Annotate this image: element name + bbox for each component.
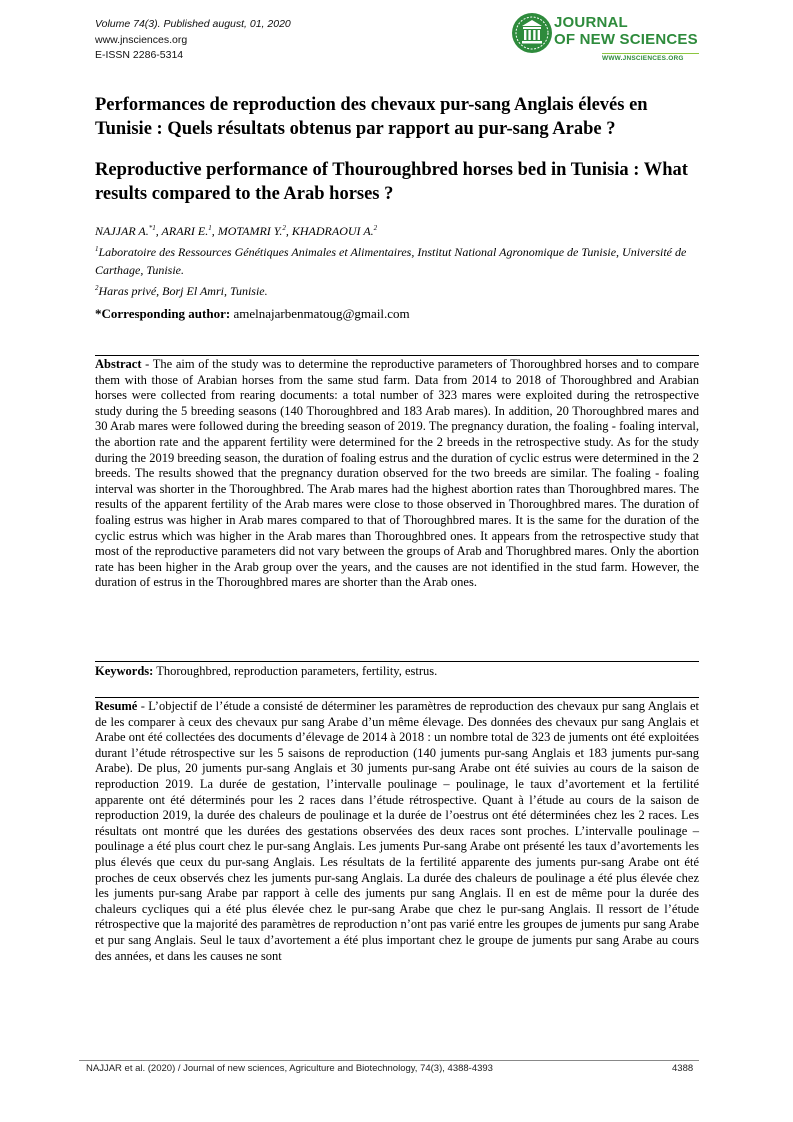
affiliation-text: Haras privé, Borj El Amri, Tunisie. bbox=[98, 284, 268, 298]
author-name: , ARARI E. bbox=[155, 224, 209, 238]
logo-divider bbox=[602, 53, 699, 54]
title-french: Performances de reproduction des chevaux pur-sang Anglais élevés en Tunisie : Quels résultats obtenus par rapport au pur-sang Arabe ? bbox=[95, 95, 648, 139]
author-list bbox=[95, 219, 705, 240]
author-name: NAJJAR A. bbox=[95, 224, 149, 238]
logo-url: WWW.JNSCIENCES.ORG bbox=[602, 55, 684, 62]
resume-label: Resumé bbox=[95, 699, 138, 713]
corresponding-email[interactable]: amelnajarbenmatoug@gmail.com bbox=[230, 306, 410, 321]
abstract-bottom-rule bbox=[95, 661, 699, 662]
website-link[interactable]: www.jnsciences.org bbox=[95, 33, 188, 46]
author-name: , KHADRAOUI A. bbox=[285, 224, 374, 238]
author-sup: 2 bbox=[373, 224, 378, 232]
keywords-text: Thoroughbred, reproduction parameters, fertility, estrus. bbox=[153, 664, 438, 678]
affiliation-text: Laboratoire des Ressources Génétiques Animales et Alimentaires, Institut National Agronomique de Tunisie, Université de Carthage, Tunisie. bbox=[95, 245, 687, 277]
eissn-line: E-ISSN 2286-5314 bbox=[95, 49, 184, 61]
affiliation-2 bbox=[95, 279, 705, 300]
affiliation-sup: 1 bbox=[95, 245, 99, 253]
journal-meta bbox=[95, 17, 291, 64]
author-sup: *1 bbox=[148, 224, 156, 232]
footer-citation: NAJJAR et al. (2020) / Journal of new sciences, Agriculture and Biotechnology, 74(3), 4388-4393 bbox=[86, 1063, 493, 1074]
author-name: , MOTAMRI Y. bbox=[211, 224, 283, 238]
author-sup: 2 bbox=[282, 224, 286, 232]
authors-block bbox=[95, 219, 705, 300]
title-english: Reproductive performance of Thouroughbred horses bed in Tunisia : What results compared to the Arab horses ? bbox=[95, 160, 688, 204]
affiliation-sup: 2 bbox=[95, 284, 99, 292]
volume-line: Volume 74(3). Published august, 01, 2020 bbox=[95, 18, 291, 30]
resume-text: - L’objectif de l’étude a consisté de déterminer les paramètres de reproduction des chevaux pur sang Anglais et de les comparer à ceux des chevaux pur sang Arabe d’un même élevage. Des données des chevaux pur sang Anglais et Arabe ont été collectées des documents d’élevage de 2014 à 2018 : un nombre total de 323 de juments ont été exploitées durant l’étude rétrospective sur les 5 saisons de reproduction (140 juments pur-sang Anglais et 183 juments pur-sang Arabe). De plus, 20 juments pur-sang Anglais et 30 juments pur-sang Arabe ont été suivies au cours de la saison de reproduction 2019. La durée de gestation, l’intervalle poulinage – poulinage, le taux d’avortement et la fertilité apparente ont été déterminés pour les 2 races dans l’étude rétrospective. Quant à l’étude au cours de la saison de reproduction 2019, la durée des chaleurs de poulinage et la durée de l’oestrus ont été déterminées chez les 2 races. Les résultats ont montré que les durées des gestations observées des deux races sont proches. L’intervalle poulinage – poulinage a été plus court chez le pur-sang Anglais. Les juments Pur-sang Arabe ont présenté les taux d’avortements les plus élevés que ceux du pur-sang Anglais. Les résultats de la fertilité apparente des juments pur-sang Arabe ont été proches de ceux observés chez les juments pur-sang Anglais. La durée des chaleurs de poulinage a été plus élevée chez les juments pur-sang Arabe par rapport à celle des juments pur sang Anglais. Il en est de même pour la durée des chaleurs cycliques qui a été plus élevée chez le pur-sang Arabe que chez le pur-sang Anglais. Il ressort de l’étude rétrospective que la majorité des paramètres de reproduction n’ont pas varié entre les groupes de juments pur sang Arabe et pur sang Anglais. Seul le taux d’avortement a été plus important chez le groupe de juments pur sang Arabe au cours des années, et dans les causes ne sont bbox=[95, 699, 699, 963]
resume-top-rule bbox=[95, 697, 699, 698]
corresponding-label: *Corresponding author: bbox=[95, 306, 231, 321]
abstract-paragraph bbox=[95, 357, 699, 591]
journal-logo-text bbox=[554, 14, 698, 48]
page-number: 4388 bbox=[672, 1063, 694, 1074]
abstract-label: Abstract bbox=[95, 357, 142, 371]
footer-rule bbox=[79, 1060, 699, 1061]
affiliation-1 bbox=[95, 240, 705, 279]
abstract-text: - The aim of the study was to determine the reproductive parameters of Thoroughbred horses and to compare them with those of Arabian horses from the same stud farm. Data from 2014 to 2018 of Thoroughbred and Arabian horses were collected from rearing documents: a total number of 323 mares were exploited during the retrospective study during the 5 breeding seasons (140 Thoroughbred and 183 Arab mares). In addition, 20 Thoroughbred mares and 30 Arab mares were followed during the breeding season of 2019. The pregnancy duration, the foaling - foaling interval, the abortion rate and the apparent fertility were determined for the 2 breeds in the retrospective study. As for the study during the 2019 breeding season, the duration of foaling estrus and the duration of cyclic estrus were determined in the 2 breeds. The results showed that the pregnancy duration observed for the two breeds are similar. The foaling - foaling interval was shorter in the Thoroughbred. The Arab mares had the highest abortion rates than Thoroughbred mares. The results of the apparent fertility of the Arab mares were close to those observed in Thoroughbred mares. The duration of foaling estrus was higher in Arab mares compared to that of Thoroughbred mares. It is the same for the duration of the cyclic estrus which was higher in the Arab mares than Thoroughbred ones. It appears from the retrospective study that most of the reproductive parameters did not vary between the groups of Arab and Thorughbred mares. Only the abortion rate has been higher in the Arab group over the years, and the causes are not identified in the stud farm. However, the duration of estrus in the Thoroughbred mares are shorter than the Arab ones. bbox=[95, 357, 699, 590]
corresponding-author bbox=[95, 306, 410, 322]
author-sup: 1 bbox=[208, 224, 212, 232]
institution-logo-icon bbox=[510, 11, 554, 55]
logo-line-2: OF NEW SCIENCES bbox=[554, 31, 698, 48]
keywords-label: Keywords: bbox=[95, 664, 154, 678]
resume-paragraph bbox=[95, 699, 699, 964]
keywords-paragraph bbox=[95, 664, 699, 680]
abstract-top-rule bbox=[95, 355, 699, 356]
logo-line-1: JOURNAL bbox=[554, 14, 628, 31]
